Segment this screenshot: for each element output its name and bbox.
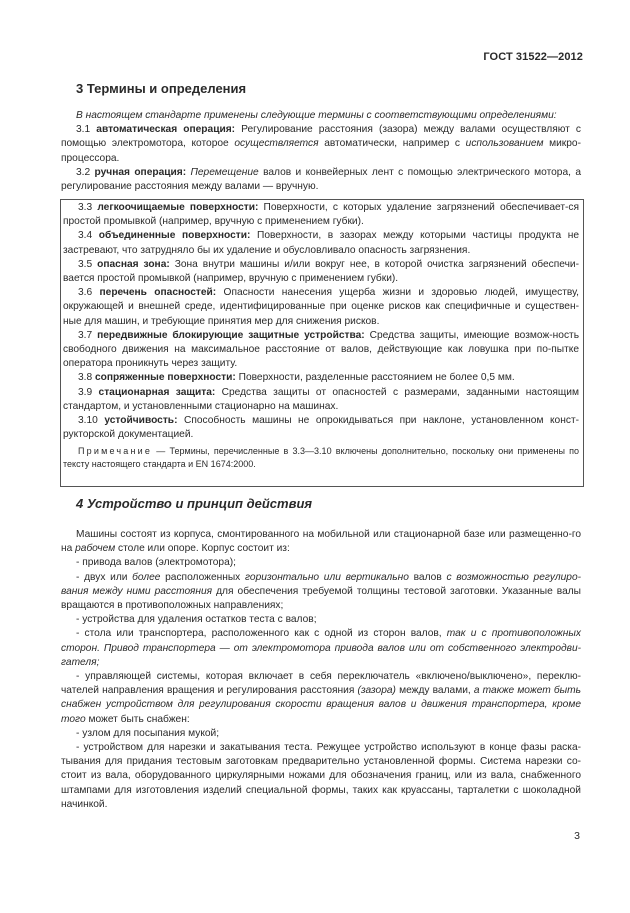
added-terms-text bbox=[63, 201, 579, 470]
term-3-10: 3.10 устойчивость: Способность машины не опрокидываться при наклоне, установленном конст-рукторской документацией. bbox=[63, 415, 579, 441]
term-label: перечень опасностей: bbox=[99, 287, 217, 299]
paragraph: Машины состоят из корпуса, смонтированного на мобильной или стационарной базе или размещенно-го на рабочем столе или опоре. Корпус состоит из: bbox=[61, 529, 581, 555]
term-label: передвижные блокирующие защитные устройства: bbox=[97, 329, 365, 341]
term-label: опасная зона: bbox=[97, 258, 170, 270]
section-3-title: 3 Термины и определения bbox=[76, 81, 247, 96]
list-item: - двух или более расположенных горизонтально или вертикально валов с возможностью регулиро-вания между ними расстояния для обеспечения требуемой толщины тестовой заготовки. Указанные валы вращаются в противоположных направлениях; bbox=[61, 571, 582, 612]
term-label: сопряженные поверхности: bbox=[95, 372, 236, 384]
term-3-8: 3.8 сопряженные поверхности: Поверхности, разделенные расстоянием не более 0,5 мм. bbox=[78, 372, 515, 384]
section-3-text bbox=[61, 109, 581, 194]
note-label: Примечание bbox=[78, 446, 153, 457]
term-3-4: 3.4 объединенные поверхности: Поверхности, в зазорах между которыми частицы продукта не застревают, что затрудняло бы их удаление и обусловливало опасность загрязнения. bbox=[63, 230, 579, 256]
note: Примечание — Термины, перечисленные в 3.3—3.10 включены дополнительно, поскольку они применены по тексту настоящего стандарта и EN 1674:2000. bbox=[63, 446, 579, 469]
list-item: - устройством для нарезки и закатывания теста. Режущее устройство используют в конце фазы раска-тывания для придания тестовым заготовкам предварительно установленной формы. Система нарезки со-стоит из вала, оборудованного циркулярными ножами для обозначения границ, или из вала, снабженного штампами для изготовления изделий специальной формы, таких как круассаны, тарталетки с шоколадной начинкой. bbox=[61, 742, 581, 810]
term-label: автоматическая операция: bbox=[96, 124, 236, 136]
list-item: - устройства для удаления остатков теста с валов; bbox=[76, 614, 317, 626]
term-3-2: 3.2 ручная операция: Перемещение валов и конвейерных лент с помощью электрического мотора, а регулирование расстояния между валами — вручную. bbox=[61, 166, 581, 193]
term-3-6: 3.6 перечень опасностей: Опасности нанесения ущерба жизни и здоровью людей, имуществу, окружающей и внешней среде, идентифицированные при оценке рисков как специфичные и существен-ные для машин, и требующие принятия мер для снижения рисков. bbox=[63, 287, 579, 327]
page-number: 3 bbox=[574, 830, 580, 842]
standard-code: ГОСТ 31522—2012 bbox=[483, 51, 583, 63]
term-3-3: 3.3 легкоочищаемые поверхности: Поверхности, с которых удаление загрязнений обеспечивает-ся простой промывкой (например, вручную с применением губки). bbox=[63, 202, 579, 228]
list-item: - управляющей системы, которая включает в себя переключатель «включено/выключено», переклю-чателей направления вращения и регулирования расстояния (зазора) между валами, а также может быть снабжен устройством для регулирования скорости вращения валов и движения транспортера, кроме того может быть снабжен: bbox=[61, 671, 581, 725]
term-label: легкоочищаемые поверхности: bbox=[97, 202, 259, 213]
term-label: ручная операция: bbox=[94, 166, 187, 178]
section-4-title: 4 Устройство и принцип действия bbox=[76, 496, 313, 511]
term-label: объединенные поверхности: bbox=[98, 230, 251, 242]
list-item: - привода валов (электромотора); bbox=[76, 557, 236, 569]
term-3-1: 3.1 автоматическая операция: Регулирование расстояния (зазора) между валами осуществляют с помощью электромотора, которое осуществляется автоматически, например с использованием микро-процессора. bbox=[61, 124, 581, 164]
list-item: - узлом для посыпания мукой; bbox=[76, 727, 220, 739]
term-label: устойчивость: bbox=[104, 415, 178, 427]
section-4-text bbox=[61, 528, 581, 812]
term-3-5: 3.5 опасная зона: Зона внутри машины и/или вокруг нее, в которой очистка загрязнений обеспечи-вается простой промывкой (например, вручную с применением губки). bbox=[63, 258, 580, 285]
list-item: - стола или транспортера, расположенного как с одной из сторон валов, так и с противоположных сторон. Привод транспортера — от электромотора привода валов или от собственного электродви-гателя; bbox=[61, 628, 582, 668]
term-3-7: 3.7 передвижные блокирующие защитные устройства: Средства защиты, имеющие возмож-ность свободного движения на максимальное расстояние от валов, действующие как ловушка при по-пытке оператора проникнуть через защиту. bbox=[63, 329, 580, 370]
term-label: стационарная защита: bbox=[98, 386, 216, 398]
section-3-intro: В настоящем стандарте применены следующие термины с соответствующими определениями: bbox=[76, 110, 557, 121]
term-3-9: 3.9 стационарная защита: Средства защиты от опасностей с размерами, заданными настоящим стандартом, и установленными стационарно на машинах. bbox=[63, 386, 579, 412]
